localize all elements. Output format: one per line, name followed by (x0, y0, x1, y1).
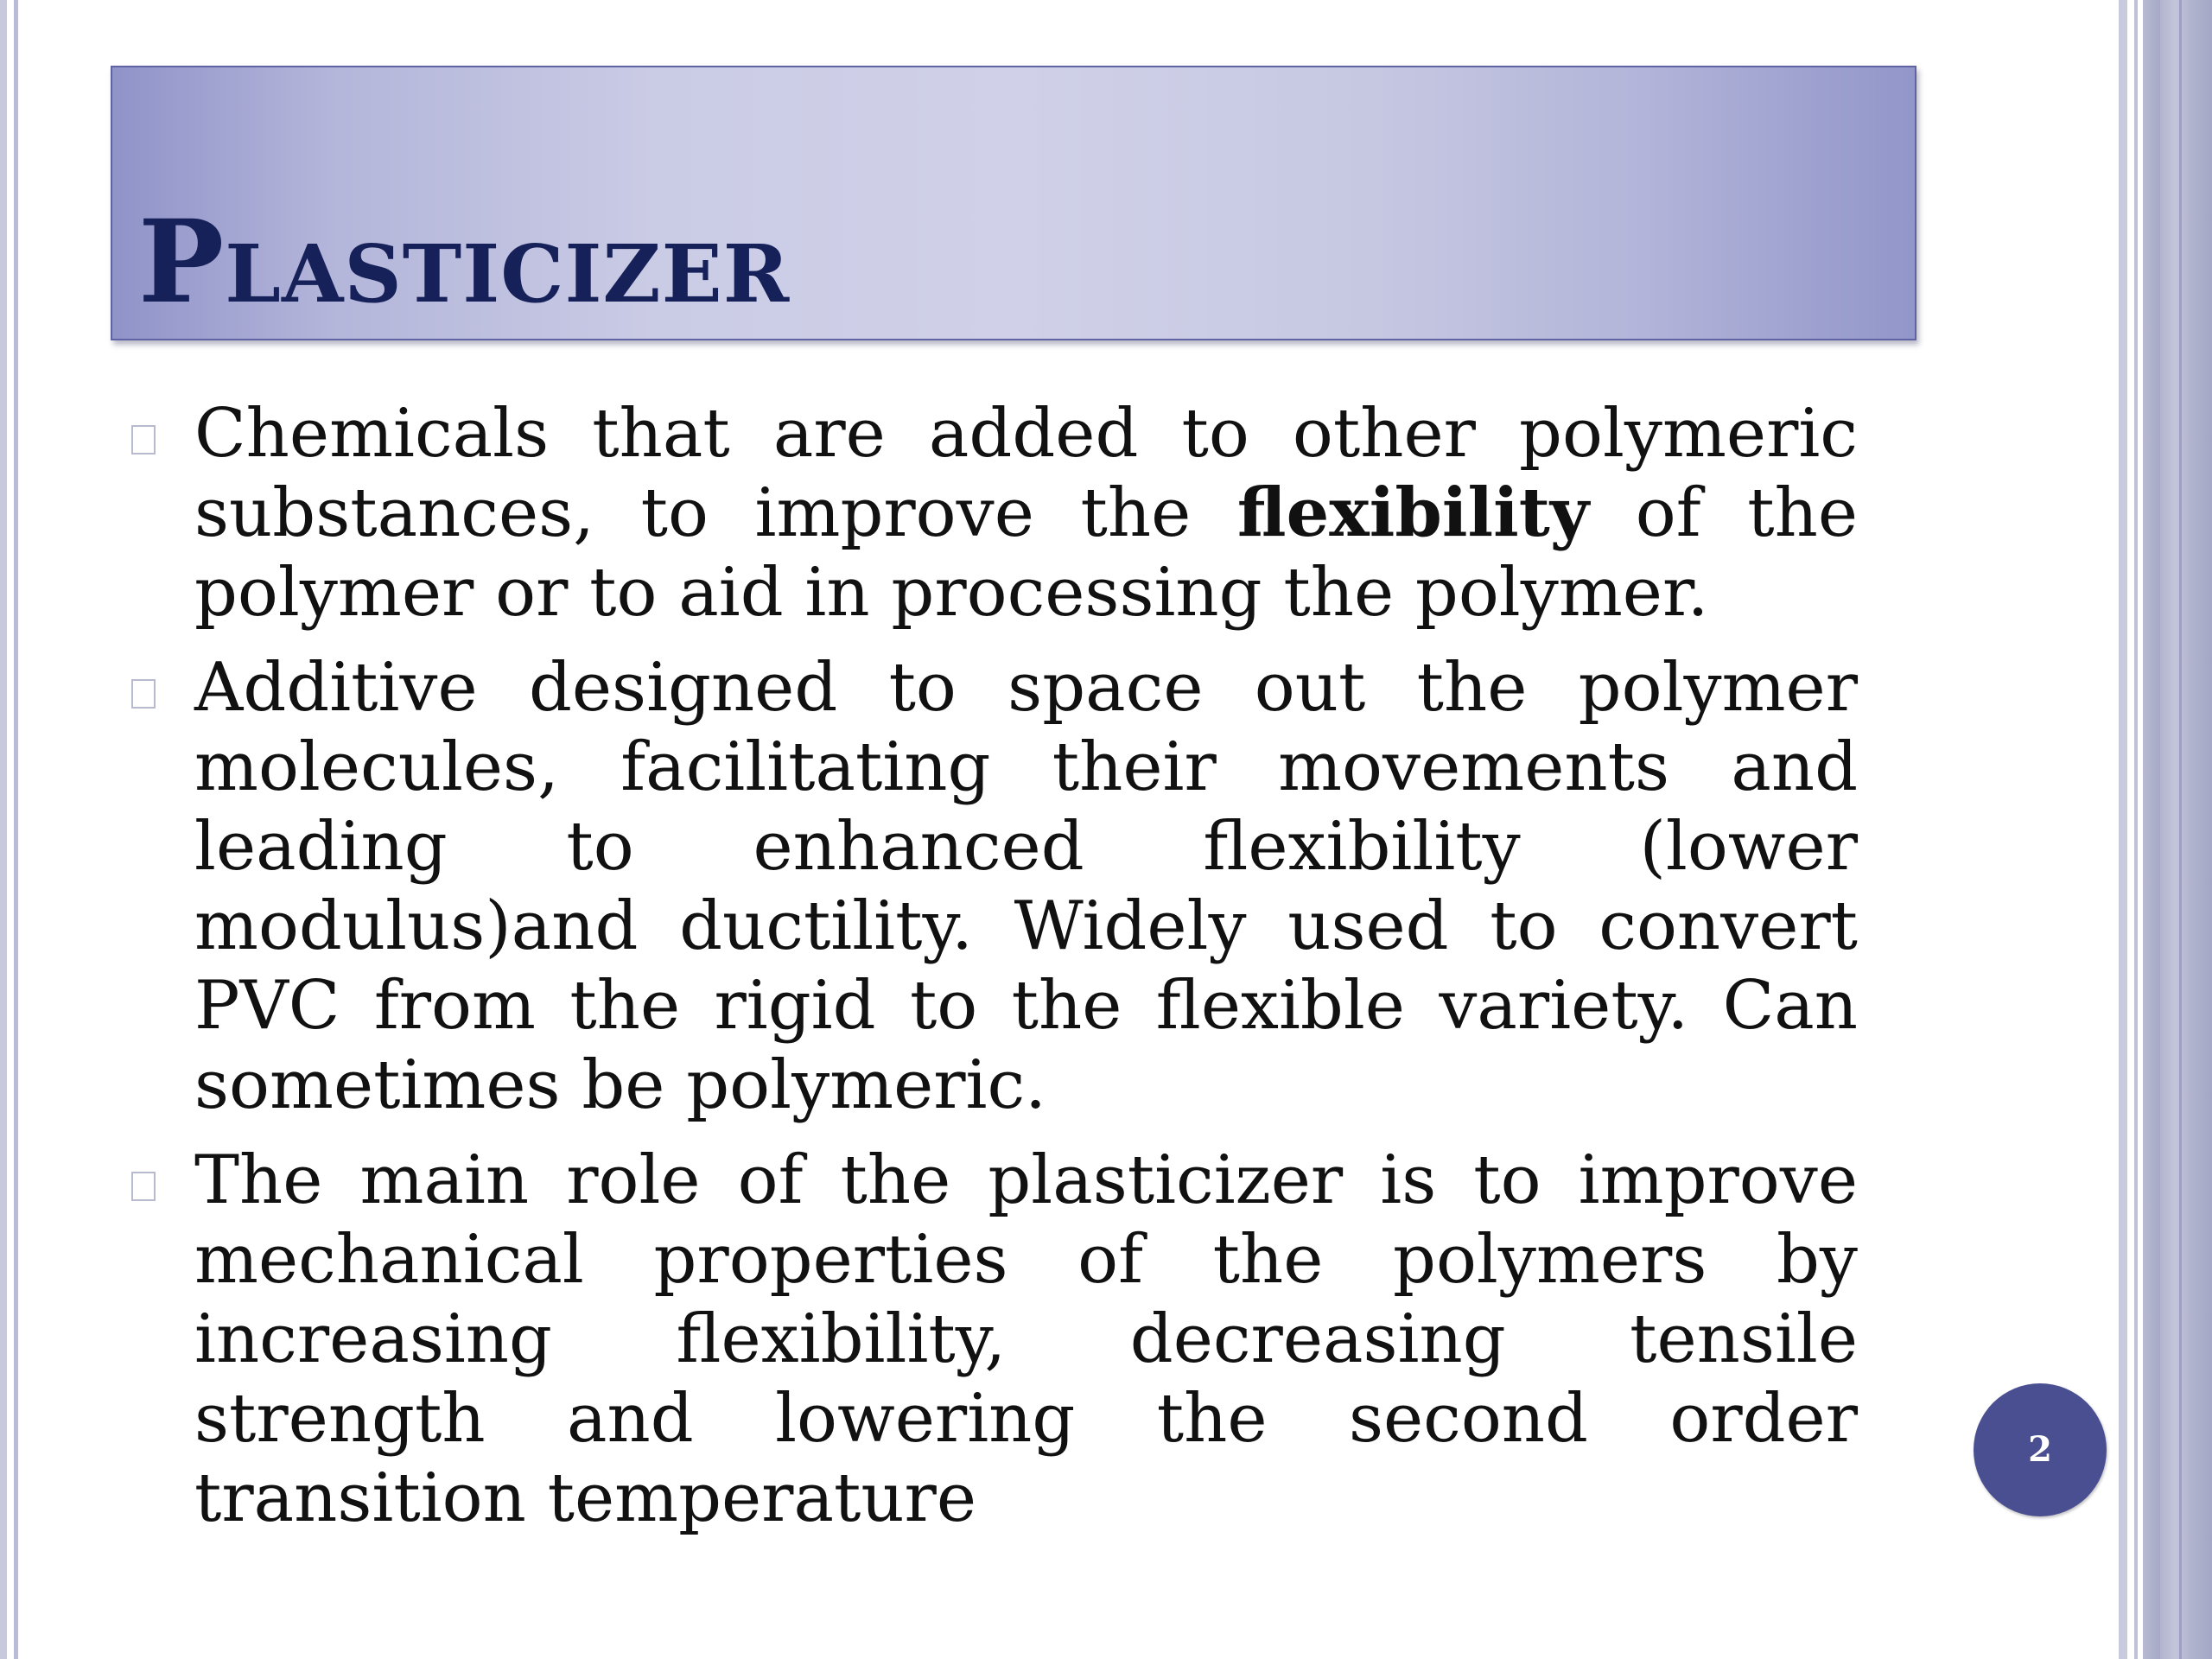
square-bullet-icon (131, 1172, 156, 1201)
bullet-3-text: The main role of the plasticizer is to improve mechanical properties of the polymers by increasing flexibility, decreasing tensile strength and lowering the second order transition temperature (194, 1141, 1858, 1537)
bullet-1-text-before: Chemicals that are added to other polymeric substances, to improve the (194, 395, 1858, 552)
page-number: 2 (2028, 1429, 2052, 1470)
page-number-badge (1974, 1383, 2107, 1516)
square-bullet-icon (131, 425, 156, 454)
title-banner (111, 66, 1916, 340)
left-border-inner (14, 0, 18, 1659)
bullet-item-3 (130, 1141, 1858, 1538)
bullet-list (130, 394, 1858, 1554)
right-border-line-e (2179, 0, 2182, 1659)
right-border-band (2160, 0, 2212, 1659)
bullet-2-text: Additive designed to space out the polymer molecules, facilitating their movements and leading to enhanced flexibility (lower modulus)and ductility. Widely used to convert PVC from the rigid to the flexible variety. Can sometimes be polymeric. (194, 649, 1858, 1124)
bullet-item-2 (130, 648, 1858, 1125)
right-border-line-c (2143, 0, 2160, 1659)
bullet-item-1 (130, 394, 1858, 632)
right-border-line-a (2119, 0, 2127, 1659)
bullet-1-bold-term: flexibility (1236, 474, 1590, 552)
left-border-outer (0, 0, 7, 1659)
right-border-line-b (2134, 0, 2138, 1659)
bullet-1-text-after: of the polymer or to aid in processing the polymer. (194, 474, 1858, 632)
square-bullet-icon (131, 679, 156, 709)
slide-title: Plasticizer (138, 195, 791, 329)
